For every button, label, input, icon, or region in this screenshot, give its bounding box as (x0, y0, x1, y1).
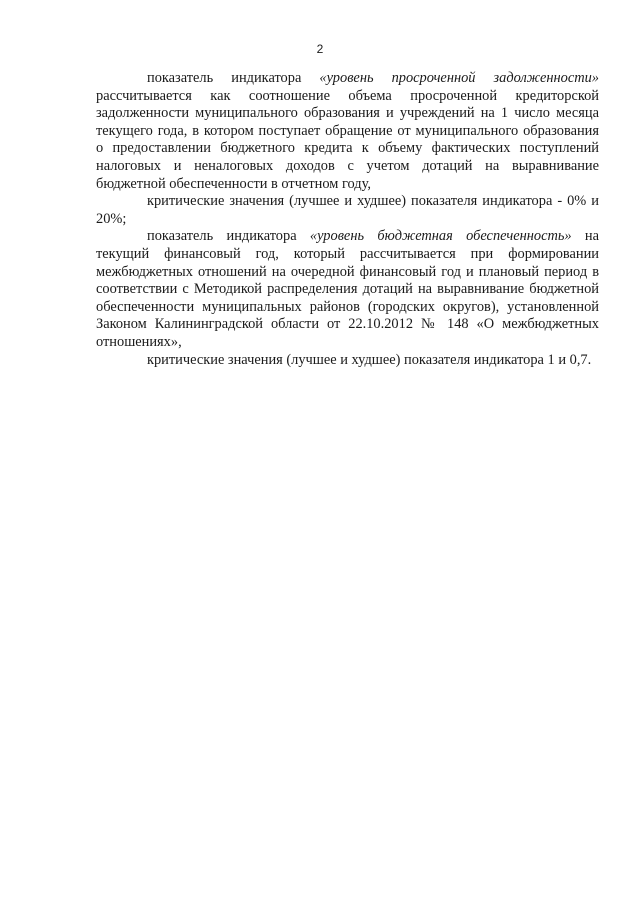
indicator-name-overdue-debt: «уровень просроченной задолженности» (319, 70, 599, 86)
indicator-name-budget-sufficiency: «уровень бюджетная обеспеченность» (309, 228, 572, 245)
paragraph-critical-values-1: критические значения (лучшее и худшее) показателя индикатора - 0% и 20%; (96, 193, 599, 227)
paragraph-critical-values-2: критические значения (лучшее и худшее) показателя индикатора 1 и 0,7. (147, 351, 592, 368)
paragraph-text-start: показатель индикатора (147, 228, 310, 245)
paragraph-overdue-debt-indicator (96, 70, 599, 193)
document-body (96, 70, 599, 369)
paragraph-budget-sufficiency-indicator (96, 228, 599, 351)
paragraph-text-end: рассчитывается как соотношение объема просроченной кредиторской задолженности муниципального образования и учреждений на 1 число месяца текущего года, в котором поступает обращение от муниципального образования о предоставлении бюджетного кредита к объему фактических поступлений налоговых и неналоговых доходов с учетом дотаций на выравнивание бюджетной обеспеченности в отчетном году, (96, 87, 599, 192)
page-number: 2 (316, 42, 324, 56)
paragraph-text-end: на текущий финансовый год, который рассчитывается при формировании межбюджетных отношений на очередной финансовый год и плановый период в соответствии с Методикой распределения дотаций на выравнивание бюджетной обеспеченности муниципальных районов (городских округов), установленной Законом Калининградской области от 22.10.2012 № 148 «О межбюджетных отношениях», (96, 228, 599, 350)
paragraph-text-start: показатель индикатора (147, 70, 320, 86)
